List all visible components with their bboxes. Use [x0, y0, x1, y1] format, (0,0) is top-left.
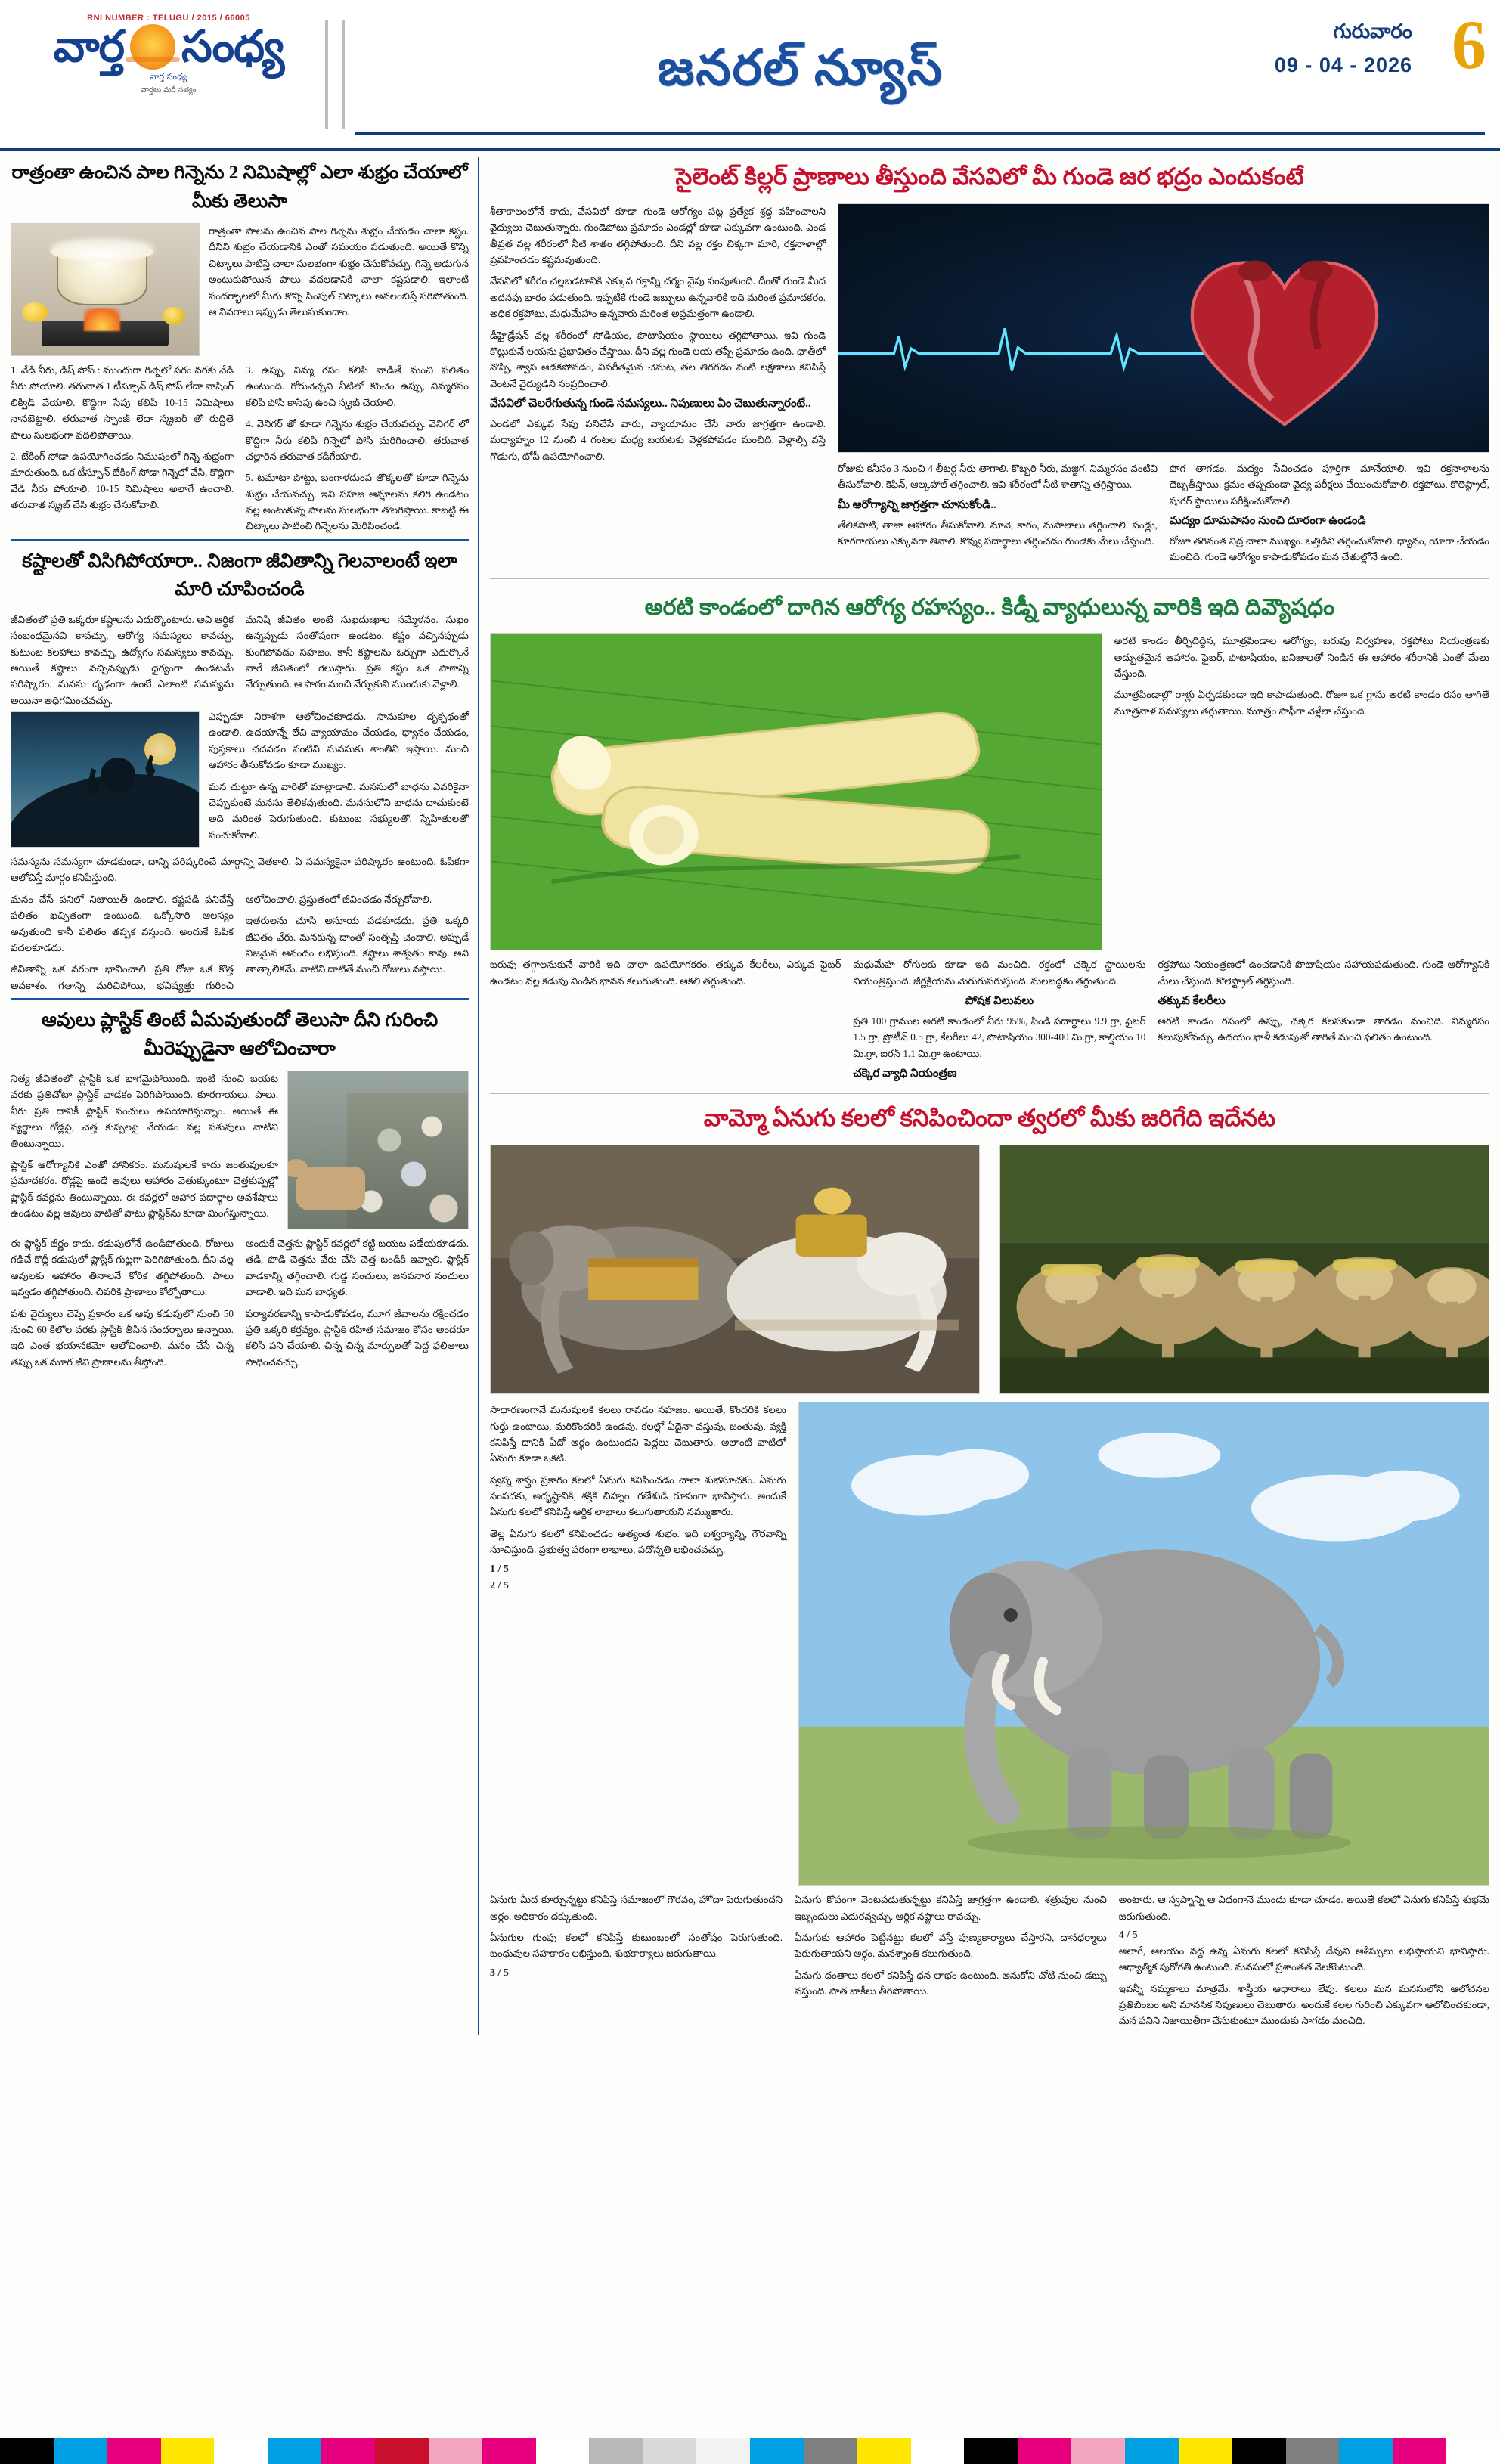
article-paragraph: మన చుట్టూ ఉన్న వారితో మాట్లాడాలి. మనసులో బాధను ఎవరికైనా చెప్పుకుంటే మనసు తేలికవుతుంది. మనసులోని బాధను దాచుకుంటే అది మరింత పెరుగుతుంది. కుటుంబ సభ్యులతో, స్నేహితులతో పంచుకోవాలి.: [209, 780, 469, 841]
article-headline: ఆవులు ప్లాస్టిక్ తింటే ఏమవుతుందో తెలుసా దీని గురించి మీరెప్పుడైనా ఆలోచించారా: [41, 1010, 439, 1059]
flame-shape: [84, 308, 120, 331]
color-swatch-21: [1125, 2438, 1179, 2464]
article-summer-heart-health: [490, 160, 1489, 571]
article-paragraph: 5. టమాటా పొట్టు, బంగాళదుంప తొక్కలతో కూడా గిన్నెను శుభ్రం చేయవచ్చు. ఇవి సహజ ఆమ్లాలను కలిగి ఉండటం వల్ల అంటుకున్న పాలను సులభంగా తొలగిస్తాయి. కాబట్టి ఈ చిట్కాలు పాటించి గిన్నెలను మెరిపించండి.: [246, 472, 469, 532]
article-headline: సైలెంట్ కిల్లర్ ప్రాణాలు తీస్తుంది వేసవిలో మీ గుండె జర భద్రం ఎందుకంటే: [675, 163, 1304, 190]
color-swatch-10: [536, 2438, 590, 2464]
milk-pot-on-stove-image: [11, 223, 200, 356]
article-paragraph: 3. ఉప్పు, నిమ్మ రసం కలిపి వాడితే మంచి ఫలితం ఉంటుంది. గోరువెచ్చని నీటిలో కొంచెం ఉప్పు, నిమ్మరసం కలిపి పోసి కాసేపు ఉంచి స్క్రబ్ చేయాలి.: [246, 364, 469, 408]
page-counter: 1 / 5: [490, 1563, 509, 1575]
article-paragraph: ఇతరులను చూసి అసూయ పడకూడదు. ప్రతి ఒక్కరి జీవితం వేరు. మనకున్న దాంతో సంతృప్తి చెందాలి. అప్పుడే నిజమైన ఆనందం లభిస్తుంది. కష్టాలు శాశ్వతం కావు. అవి తాత్కాలికమే. వాటిని దాటితే మంచి రోజులు వస్తాయి.: [246, 915, 469, 975]
article-paragraph: సమస్యను సమస్యగా చూడకుండా, దాన్ని పరిష్కరించే మార్గాన్ని వెతకాలి. ఏ సమస్యకైనా పరిష్కారం ఉంటుంది. ఓపికగా ఆలోచిస్తే మార్గం కనిపిస్తుంది.: [11, 856, 469, 884]
date-block: [1251, 0, 1500, 148]
elephant-illustration-b: [1000, 1145, 1489, 1393]
color-swatch-6: [321, 2438, 375, 2464]
article-paragraph: జీవితంలో ప్రతి ఒక్కరూ కష్టాలను ఎదుర్కొంటారు. అవి ఆర్థిక సంబంధమైనవి కావచ్చు, ఆరోగ్య సమస్యలు కావచ్చు, కుటుంబ కలహాలు కావచ్చు, ఉద్యోగం సమస్యలు కావచ్చు. అయితే కష్టాలు వచ్చినప్పుడు ధైర్యంగా ఉండటమే పరిష్కారం. మనసు దృఢంగా ఉంటే ఎలాంటి సమస్యను అయినా అధిగమించవచ్చు.: [11, 613, 234, 706]
article-paragraph: మనం చేసే పనిలో నిజాయితీ ఉండాలి. కష్టపడి పనిచేస్తే ఫలితం ఖచ్చితంగా ఉంటుంది. ఒక్కోసారి ఆలస్యం అవుతుంది కానీ ఫలితం తప్పక వస్తుంది. అందుకే ఓపిక వదలకూడదు.: [11, 893, 234, 953]
section-divider: [490, 578, 1489, 579]
article-paragraph: తేలికపాటి, తాజా ఆహారం తీసుకోవాలి. నూనె, కారం, మసాలాలు తగ్గించాలి. పండ్లు, కూరగాయలు ఎక్కువగా తినాలి. కొవ్వు పదార్థాలు తగ్గించడం గుండెకు మేలు చేస్తుంది.: [838, 519, 1158, 547]
article-text-columns: [11, 1235, 469, 1375]
masthead-divider: [325, 20, 345, 129]
color-swatch-18: [964, 2438, 1018, 2464]
article-paragraph: ఏనుగు దంతాలు కలలో కనిపిస్తే ధన లాభం ఉంటుంది. అనుకోని చోటి నుంచి డబ్బు వస్తుంది. పాత బాకీలు తీరిపోతాయి.: [795, 1969, 1107, 1997]
article-paragraph: 4. వెనిగర్ తో కూడా గిన్నెను శుభ్రం చేయవచ్చు. వెనిగర్ లో కొద్దిగా నీరు కలిపి గిన్నెలో పోసి మరిగించాలి. తరువాత చల్లారిన తరువాత కడిగేయాలి.: [246, 418, 469, 462]
elephant-herd-image: [999, 1145, 1489, 1394]
article-paragraph: వేసవిలో శరీరం చల్లబడటానికి ఎక్కువ రక్తాన్ని చర్మం వైపు పంపుతుంది. దీంతో గుండె మీద అదనపు భారం పడుతుంది. ఇప్పటికే గుండె జబ్బులు ఉన్నవారికి ఇది మరింత ప్రమాదకరం. అధిక రక్తపోటు, మధుమేహం ఉన్నవారు మరింత అప్రమత్తంగా ఉండాలి.: [490, 275, 826, 320]
left-column: [11, 157, 479, 2035]
article-subheading: వేసవిలో చెలరేగుతున్న గుండె సమస్యలు.. నిపుణులు ఏం చెబుతున్నారంటే..: [490, 398, 811, 411]
color-swatch-1: [54, 2438, 107, 2464]
article-paragraph: బరువు తగ్గాలనుకునే వారికి ఇది చాలా ఉపయోగకరం. తక్కువ కేలరీలు, ఎక్కువ ఫైబర్ ఉండటం వల్ల కడుపు నిండిన భావన కలుగుతుంది. ఆకలి తగ్గుతుంది.: [490, 959, 841, 987]
heart-illustration: [1171, 248, 1398, 437]
article-life-struggles: [11, 547, 469, 993]
article-banana-stem: [490, 591, 1489, 1086]
article-paragraph: సాధారణంగానే మనుషులకి కలలు రావడం సహజం. అయితే, కొందరికి కలలు గుర్తు ఉంటాయి, మరికొందరికి ఉండవు. కలల్లో ఏదైనా వస్తువు, జంతువు, వ్యక్తి కనిపిస్తే దానికి ఏదో అర్థం ఉంటుందని పెద్దలు చెబుతారు. అలాంటి వాటిలో ఏనుగు కూడా ఒకటి.: [490, 1404, 786, 1464]
article-paragraph: ఎప్పుడూ నిరాశగా ఆలోచించకూడదు. సానుకూల దృక్పథంతో ఉండాలి. ఉదయాన్నే లేచి వ్యాయామం చేయడం, ధ్యానం చేయడం, పుస్తకాలు చదవడం వంటివి మనసుకు శాంతిని ఇస్తాయి. మంచి ఆహారం తీసుకోవడం కూడా ముఖ్యం.: [209, 711, 469, 771]
garbage-pile-shape: [347, 1093, 468, 1229]
article-paragraph: శీతాకాలంలోనే కాదు, వేసవిలో కూడా గుండె ఆరోగ్యం పట్ల ప్రత్యేక శ్రద్ధ వహించాలని వైద్యులు చెబుతున్నారు. గుండెపోటు ప్రమాదం ఎండల్లో కూడా ఎక్కువగా ఉంటుంది. ఎండ తీవ్రత వల్ల శరీరంలో నీటి శాతం తగ్గిపోతుంది. దీని వల్ల రక్తం చిక్కగా మారి, రక్తనాళాల్లో ప్రవహించడం కష్టమవుతుంది.: [490, 205, 826, 266]
article-paragraph: అందుకే చెత్తను ప్లాస్టిక్ కవర్లలో కట్టి బయట పడేయకూడదు. తడి, పొడి చెత్తను వేరు చేసి చెత్త బండికి ఇవ్వాలి. ప్లాస్టిక్ వాడకాన్ని తగ్గించాలి. గుడ్డ సంచులు, జనపనార సంచులు వాడాలి. ఇది మన బాధ్యత.: [246, 1238, 469, 1298]
article-headline: రాత్రంతా ఉంచిన పాల గిన్నెను 2 నిమిషాల్లో ఎలా శుభ్రం చేయాలో మీకు తెలుసా: [11, 163, 468, 212]
color-swatch-7: [375, 2438, 429, 2464]
page-counter: 2 / 5: [490, 1579, 509, 1592]
article-milk-pot: [11, 159, 469, 535]
article-paragraph: పర్యావరణాన్ని కాపాడుకోవడం, మూగ జీవాలను రక్షించడం ప్రతి ఒక్కరి కర్తవ్యం. ప్లాస్టిక్ రహిత సమాజం కోసం అందరూ కలిసి పని చేయాలి. చిన్న చిన్న మార్పులతో పెద్ద ఫలితాలు సాధించవచ్చు.: [246, 1307, 469, 1368]
article-paragraph: తెల్ల ఏనుగు కలలో కనిపించడం అత్యంత శుభం. ఇది ఐశ్వర్యాన్ని, గౌరవాన్ని సూచిస్తుంది. ప్రభుత్వ పరంగా లాభాలు, పదోన్నతి లభించవచ్చు.: [490, 1527, 786, 1556]
article-paragraph: ప్లాస్టిక్ ఆరోగ్యానికి ఎంతో హానికరం. మనుషులకే కాదు జంతువులకూ ప్రమాదకరం. రోడ్లపై ఉండే ఆవులు ఆహారం వెతుక్కుంటూ చెత్తకుప్పల్లో ప్లాస్టిక్ కవర్లను తింటున్నాయి. ఈ కవర్లలో ఆహార పదార్థాల అవశేషాలు ఉండటం వల్ల ఆవులు వాటితో పాటు ప్లాస్టిక్‌ను కూడా మింగేస్తున్నాయి.: [11, 1158, 278, 1219]
newspaper-logo[interactable]: [0, 0, 325, 148]
article-paragraph: 1. వేడి నీరు, డిష్ సోప్ : ముందుగా గిన్నెలో సగం వరకు వేడి నీరు పోయాలి. తరువాత 1 టీస్పూన్ డిష్ సోప్ లేదా వాషింగ్ లిక్విడ్ వేయాలి. కొద్దిగా సేపు కలిపి 10-15 నిమిషాలు నానబెట్టాలి. తరువాత స్పాంజ్ లేదా స్క్రబర్ తో రుద్దితే పాలు సులభంగా వదిలిపోతాయి.: [11, 364, 234, 441]
section-title-box: [351, 0, 1251, 148]
page-body: [0, 151, 1500, 2035]
lemon-icon: [22, 302, 48, 322]
article-paragraph: అరటి కాండం తీర్చిదిద్దిన, మూత్రపిండాల ఆరోగ్యం, బరువు నిర్వహణ, రక్తపోటు నియంత్రణకు అద్భుతమైన ఆహారం. ఫైబర్, పొటాషియం, ఖనిజాలతో నిండిన ఈ ఆహారం శరీరానికి ఎంతో మేలు చేస్తుంది.: [1114, 635, 1489, 680]
article-headline: అరటి కాండంలో దాగిన ఆరోగ్య రహస్యం.. కిడ్నీ వ్యాధులున్న వారికి ఇది దివ్యౌషధం: [644, 594, 1335, 620]
article-paragraph: రోజుకు కనీసం 3 నుంచి 4 లీటర్ల నీరు తాగాలి. కొబ్బరి నీరు, మజ్జిగ, నిమ్మరసం వంటివి తీసుకోవాలి. కెఫిన్, ఆల్కహాల్ తగ్గించాలి. ఇవి శరీరంలో నీటి శాతాన్ని తగ్గిస్తాయి.: [838, 462, 1158, 491]
article-elephant-dream: [490, 1102, 1489, 2035]
article-subheading: చక్కెర వ్యాధి నియంత్రణ: [853, 1068, 957, 1080]
article-paragraph: రోజూ తగినంత నిద్ర చాలా ముఖ్యం. ఒత్తిడిని తగ్గించుకోవాలి. ధ్యానం, యోగా చేయడం మంచిది. గుండె ఆరోగ్యం కాపాడుకోవడం మన చేతుల్లోనే ఉంది.: [1170, 535, 1489, 563]
article-paragraph: 2. బేకింగ్ సోడా ఉపయోగించడం నిముషంలో గిన్నె శుభ్రంగా మారుతుంది. ఒక టీస్పూన్ బేకింగ్ సోడా గిన్నెలో వేసి, కొద్దిగా వేడి నీరు పోయాలి. 10-15 నిమిషాలు అలాగే ఉంచాలి. తరువాత స్క్రబ్ చేసి శుభ్రం చేసుకోవాలి.: [11, 450, 234, 510]
article-headline: కష్టాలతో విసిగిపోయారా.. నిజంగా జీవితాన్ని గెలవాలంటే ఇలా మారి చూపించండి: [22, 550, 457, 600]
article-paragraph: పొగ తాగడం, మద్యం సేవించడం పూర్తిగా మానేయాలి. ఇవి రక్తనాళాలను దెబ్బతీస్తాయి. క్రమం తప్పకుండా వైద్య పరీక్షలు చేయించుకోవాలి. రక్తపోటు, కొలెస్ట్రాల్, షుగర్ స్థాయిలు పరీక్షించుకోవాలి.: [1170, 462, 1489, 507]
color-swatch-0: [0, 2438, 54, 2464]
page-title: జనరల్ న్యూస్: [658, 40, 944, 96]
logo-subtitle: వార్తలు మరీ సత్యం: [141, 86, 197, 95]
sun-icon: [130, 24, 175, 70]
color-swatch-15: [804, 2438, 857, 2464]
color-swatch-4: [214, 2438, 268, 2464]
color-swatch-17: [911, 2438, 965, 2464]
article-paragraph: ఏనుగు కోపంగా వెంటపడుతున్నట్టు కనిపిస్తే జాగ్రత్తగా ఉండాలి. శత్రువుల నుంచి ఇబ్బందులు ఎదురవ్వచ్చు. ఆర్థిక నష్టాలు రావచ్చు.: [795, 1894, 1107, 1922]
color-swatch-14: [750, 2438, 804, 2464]
article-paragraph: మధుమేహ రోగులకు కూడా ఇది మంచిది. రక్తంలో చక్కెర స్థాయిలను నియంత్రిస్తుంది. జీర్ణక్రియను మెరుగుపరుస్తుంది. మలబద్ధకం తగ్గుతుంది.: [853, 959, 1146, 987]
article-paragraph: పశు వైద్యులు చెప్పే ప్రకారం ఒక ఆవు కడుపులో నుంచి 50 నుంచి 60 కిలోల వరకు ప్లాస్టిక్ తీసిన సందర్భాలు ఉన్నాయి. ఇది ఎంత భయానకమో ఆలోచించాలి. మనం చేసే చిన్న తప్పు ఒక మూగ జీవి ప్రాణాలను తీస్తోంది.: [11, 1307, 234, 1368]
article-paragraph: ఎండలో ఎక్కువ సేపు పనిచేసే వారు, వ్యాయామం చేసే వారు జాగ్రత్తగా ఉండాలి. మధ్యాహ్నం 12 నుంచి 4 గంటల మధ్య బయటకు వెళ్లకపోవడం మంచిది. వెళ్లాల్సి వస్తే గొడుగు, టోపీ ఉపయోగించాలి.: [490, 418, 826, 462]
article-headline: వామ్మో ఏనుగు కలలో కనిపించిందా త్వరలో మీకు జరిగేది ఇదేనట: [703, 1105, 1276, 1132]
article-paragraph: నిత్య జీవితంలో ప్లాస్టిక్ ఒక భాగమైపోయింది. ఇంటి నుంచి బయట వరకు ప్రతిచోటా ప్లాస్టిక్ వాడకం పెరిగిపోయింది. కూరగాయలు, పాలు, నీరు ప్రతి దానికీ ప్లాస్టిక్ సంచులు ఉపయోగిస్తున్నాం. అయితే ఈ వ్యర్థాలు రోడ్లపై, చెత్త కుప్పలపై వేయడం వల్ల పశువులు వాటిని తింటున్నాయి.: [11, 1073, 278, 1149]
article-paragraph: ఈ ప్లాస్టిక్ జీర్ణం కాదు. కడుపులోనే ఉండిపోతుంది. రోజులు గడిచే కొద్దీ కడుపులో ప్లాస్టిక్ గుట్టగా పెరిగిపోతుంది. దీని వల్ల ఆవులకు ఆహారం తినాలనే కోరిక తగ్గిపోతుంది. పాలు ఇవ్వడం తగ్గిపోతుంది. చివరికి ప్రాణాలు కోల్పోతాయి.: [11, 1238, 234, 1298]
color-swatch-5: [268, 2438, 321, 2464]
masthead: [0, 0, 1500, 151]
color-swatch-19: [1018, 2438, 1071, 2464]
article-text-columns: [11, 612, 469, 708]
article-paragraph: మూత్రపిండాల్లో రాళ్లు ఏర్పడకుండా ఇది కాపాడుతుంది. రోజూ ఒక గ్లాసు అరటి కాండం రసం తాగితే మూత్రనాళ సమస్యలు తగ్గుతాయి. మూత్రం సాఫీగా వెళ్లేలా చేస్తుంది.: [1114, 689, 1489, 717]
color-swatch-25: [1339, 2438, 1393, 2464]
article-text-columns: [11, 362, 469, 535]
color-swatch-2: [107, 2438, 161, 2464]
elephant-illustration-a: [491, 1145, 979, 1393]
cow-eating-garbage-image: [287, 1071, 469, 1229]
rni-registration-line: RNI NUMBER : TELUGU / 2015 / 66005: [87, 14, 250, 23]
logo-tagline: వార్త సంధ్య: [150, 73, 188, 82]
logo-word-vaartha: వార్త: [53, 22, 124, 71]
section-divider: [11, 998, 469, 1000]
article-cows-plastic: [11, 1006, 469, 1375]
boiling-milk-foam: [51, 242, 153, 262]
color-swatch-8: [429, 2438, 482, 2464]
article-paragraph: స్వప్న శాస్త్రం ప్రకారం కలలో ఏనుగు కనిపించడం చాలా శుభసూచకం. ఏనుగు సంపదకు, అదృష్టానికి, శక్తికి చిహ్నం. గణేశుడి రూపంగా భావిస్తారు. అందుకే ఏనుగు కలలో కనిపిస్తే ఆర్థిక లాభాలు కలుగుతాయని నమ్ముతారు.: [490, 1474, 786, 1518]
elephant-illustration-c: [799, 1402, 1489, 1885]
color-swatch-26: [1393, 2438, 1446, 2464]
color-swatch-20: [1071, 2438, 1125, 2464]
lemon-icon-2: [163, 307, 185, 325]
decorated-elephant-with-rider-image: [490, 1145, 980, 1394]
article-paragraph: ఏనుగుల గుంపు కలలో కనిపిస్తే కుటుంబంలో సంతోషం పెరుగుతుంది. బంధువుల సహకారం లభిస్తుంది. శుభకార్యాలు జరుగుతాయి.: [490, 1931, 783, 1960]
boulder-shape: [101, 758, 135, 792]
man-pushing-boulder-image: [11, 711, 200, 848]
color-swatch-12: [643, 2438, 696, 2464]
article-paragraph: రాత్రంతా పాలను ఉంచిన పాల గిన్నెను శుభ్రం చేయడం చాలా కష్టం. దీనిని శుభ్రం చేయడానికి ఎంతో సమయం పడుతుంది. అయితే కొన్ని చిట్కాలు పాటిస్తే చాలా సులభంగా శుభ్రం చేసుకోవచ్చు. గిన్నె అడుగున అంటుకుపోయిన పాలు వదలడానికి చాలా కష్టపడాలి. ఇలాంటి సందర్భాలలో మీరు కొన్ని సింపుల్ చిట్కాలు అవలంబిస్తే సరిపోతుంది. ఆ వివరాలు ఇప్పుడు తెలుసుకుందాం.: [209, 225, 469, 318]
nutrition-note: ప్రతి 100 గ్రాముల అరటి కాండంలో నీరు 95%, పిండి పదార్థాలు 9.9 గ్రా, ఫైబర్ 1.5 గ్రా, ప్రోటీన్ 0.5 గ్రా, కేలరీలు 42, పొటాషియం 300-400 మి.గ్రా, కాల్షియం 10 మి.గ్రా, ఐరన్ 1.1 మి.గ్రా ఉంటాయి.: [853, 1015, 1146, 1059]
section-divider: [490, 1093, 1489, 1094]
article-paragraph: రక్తపోటు నియంత్రణలో ఉంచడానికి పొటాషియం సహాయపడుతుంది. గుండె ఆరోగ్యానికి మేలు చేస్తుంది. కొలెస్ట్రాల్ తగ్గిస్తుంది.: [1158, 959, 1489, 987]
article-subheading: పోషక విలువలు: [965, 995, 1034, 1008]
color-swatch-27: [1446, 2438, 1500, 2464]
article-paragraph: మనిషి జీవితం అంటే సుఖదుఃఖాల సమ్మేళనం. సుఖం ఉన్నప్పుడు సంతోషంగా ఉండటం, కష్టం వచ్చినప్పుడు కుంగిపోవడం సహజం. కానీ కష్టాలను ఓర్పుగా ఎదుర్కొనే వారే జీవితంలో గెలుస్తారు. ప్రతి కష్టం ఒక పాఠాన్ని నేర్పుతుంది. ఆ పాఠం నుంచి నేర్చుకుని ముందుకు వెళ్లాలి.: [246, 613, 469, 690]
article-paragraph: అలాగే, ఆలయం వద్ద ఉన్న ఏనుగు కలలో కనిపిస్తే దేవుని ఆశీస్సులు లభిస్తాయని భావిస్తారు. ఆధ్యాత్మిక పురోగతి ఉంటుంది. మనసులో ప్రశాంతత నెలకొంటుంది.: [1118, 1945, 1489, 1973]
color-swatch-3: [161, 2438, 215, 2464]
cow-shape: [296, 1167, 365, 1210]
human-heart-with-ecg-image: [838, 203, 1489, 453]
article-paragraph: అరటి కాండం రసంలో ఉప్పు, చక్కెర కలపకుండా తాగడం మంచిది. నిమ్మరసం కలుపుకోవచ్చు. ఉదయం ఖాళీ కడుపుతో తాగితే మంచి ఫలితం ఉంటుంది.: [1158, 1015, 1489, 1043]
article-paragraph: ఇవన్నీ నమ్మకాలు మాత్రమే. శాస్త్రీయ ఆధారాలు లేవు. కలలు మన మనసులోని ఆలోచనల ప్రతిబింబం అని మానసిక నిపుణులు చెబుతారు. అందుకే కలల గురించి ఎక్కువగా ఆలోచించకుండా, మన పనిని నిజాయితీగా చేసుకుంటూ ముందుకు సాగడం మంచిది.: [1118, 1982, 1489, 2027]
print-color-registration-bar: [0, 2438, 1500, 2464]
color-swatch-13: [696, 2438, 750, 2464]
article-text-columns: [11, 891, 469, 993]
color-swatch-23: [1232, 2438, 1286, 2464]
article-paragraph: జీవితాన్ని ఒక వరంగా భావించాలి. ప్రతి రోజు ఒక కొత్త అవకాశం. గతాన్ని మరిచిపోయి, భవిష్యత్తు గురించి ఆలోచించాలి. ప్రస్తుతంలో జీవించడం నేర్చుకోవాలి.: [11, 893, 432, 991]
banana-stem-image: [490, 633, 1102, 950]
banana-stem-illustration: [491, 634, 1102, 950]
article-paragraph: ఏనుగుకు ఆహారం పెట్టినట్టు కలలో వస్తే పుణ్యకార్యాలు చేస్తారని, దానధర్మాలు పెరుగుతాయని అర్థం. మనశ్శాంతి కలుగుతుంది.: [795, 1931, 1107, 1960]
article-subheading: మీ ఆరోగ్యాన్ని జాగ్రత్తగా చూసుకోండి..: [838, 498, 996, 511]
color-swatch-11: [589, 2438, 643, 2464]
color-swatch-24: [1286, 2438, 1340, 2464]
article-paragraph: అంటారు. ఆ స్వప్నాన్ని ఆ విధంగానే ముందు కూడా చూడం. అయితే కలలో ఏనుగు కనిపిస్తే శుభమే జరుగుతుంది.: [1118, 1894, 1489, 1922]
article-paragraph: ఏనుగు మీద కూర్చున్నట్టు కనిపిస్తే సమాజంలో గౌరవం, హోదా పెరుగుతుందని అర్థం. అధికారం దక్కుతుంది.: [490, 1894, 783, 1922]
color-swatch-22: [1179, 2438, 1232, 2464]
section-divider: [11, 539, 469, 541]
white-elephant-sky-image: [798, 1402, 1489, 1886]
logo-word-sandhya: సంధ్య: [181, 22, 284, 71]
article-subheading: మద్యం ధూమపానం నుంచి దూరంగా ఉండండి: [1170, 515, 1366, 528]
right-column: [479, 157, 1489, 2035]
date-text: 09 - 04 - 2026: [1274, 54, 1412, 76]
page-counter: 3 / 5: [490, 1967, 509, 1979]
article-subheading: తక్కువ కేలరీలు: [1158, 995, 1226, 1008]
color-swatch-16: [857, 2438, 911, 2464]
day-name: గురువారం: [1333, 20, 1412, 42]
article-paragraph: డీహైడ్రేషన్ వల్ల శరీరంలో సోడియం, పొటాషియం స్థాయిలు తగ్గిపోతాయి. ఇవి గుండె కొట్టుకునే లయను ప్రభావితం చేస్తాయి. దీని వల్ల గుండె లయ తప్పే ప్రమాదం ఉంది. ఛాతీలో నొప్పి, శ్వాస ఆడకపోవడం, విపరీతమైన చెమట, తల తిరగడం వంటి లక్షణాలు కనిపిస్తే వెంటనే వైద్యుడిని సంప్రదించాలి.: [490, 329, 826, 389]
page-counter: 4 / 5: [1118, 1929, 1138, 1941]
elephant-image-row: [490, 1145, 1489, 1394]
masthead-underline: [355, 132, 1485, 135]
color-swatch-9: [482, 2438, 536, 2464]
page-number: 6: [1452, 6, 1486, 83]
